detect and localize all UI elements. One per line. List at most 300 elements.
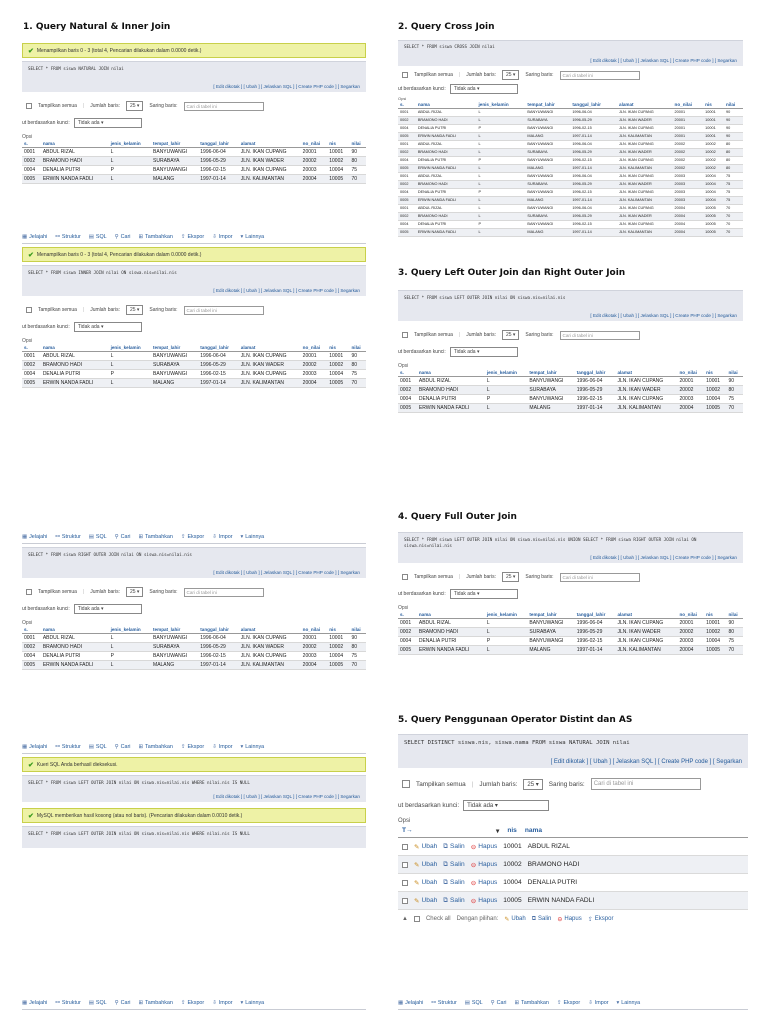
column-nis[interactable]: nis	[507, 827, 517, 834]
row-count-select[interactable]: 25 ▾	[502, 330, 519, 340]
column-header[interactable]: no_nilai	[678, 369, 705, 377]
table-header	[398, 824, 748, 838]
cell: 20003	[673, 189, 704, 197]
cell-id: 0004	[22, 370, 41, 379]
cell-jk: L	[109, 361, 151, 370]
column-header[interactable]: nis	[327, 140, 349, 148]
tab-sql[interactable]: ▤ SQL	[464, 999, 483, 1006]
cell-tgl: 1996-06-04	[575, 619, 616, 628]
sort-select[interactable]: Tidak ada ▾	[74, 322, 142, 332]
column-nama[interactable]: nama	[524, 827, 543, 834]
options-link[interactable]: Opsi	[22, 134, 33, 140]
column-header[interactable]: tanggal_lahir	[198, 344, 239, 352]
cell: BRAMONO HADI	[416, 117, 477, 125]
column-header[interactable]: nis	[704, 611, 726, 619]
column-header[interactable]: nama	[417, 611, 485, 619]
cell: 0004	[398, 189, 416, 197]
query-links[interactable]: [ Edit dikotak ] [ Ubah ] [ Jelaskan SQL ] [ Create PHP code ] [ Segarkan	[213, 570, 360, 575]
table-header	[22, 626, 366, 634]
row-count-select[interactable]: 25 ▾	[126, 305, 143, 315]
cell-no_nilai: 20003	[678, 637, 705, 646]
cell-nama: ABDUL RIZAL	[41, 352, 109, 361]
query-links[interactable]: [ Edit dikotak ] [ Ubah ] [ Jelaskan SQL ] [ Create PHP code ] [ Segarkan	[590, 58, 737, 63]
cell-no_nilai: 20001	[678, 377, 705, 386]
column-header[interactable]: nilai	[350, 626, 367, 634]
cell: JLN. KALIMANTAN	[617, 197, 673, 205]
tab-import[interactable]: ⇩ Impor	[212, 999, 233, 1006]
pencil-icon: ✎	[414, 879, 420, 887]
cell-tgl: 1996-05-29	[198, 643, 239, 652]
cell-nama: BRAMONO HADI	[417, 386, 485, 395]
cell-tgl: 1997-01-14	[198, 661, 239, 670]
column-header[interactable]: nis	[704, 369, 726, 377]
toolbar	[22, 530, 366, 544]
cell: SURABAYA	[525, 149, 570, 157]
cell-jk: P	[109, 370, 151, 379]
cell-alamat: JLN. KALIMANTAN	[239, 379, 301, 388]
table-row	[398, 646, 743, 655]
tab-import[interactable]: ⇩ Impor	[588, 999, 609, 1006]
cell-no_nilai: 20003	[678, 395, 705, 404]
cell: SURABAYA	[525, 117, 570, 125]
cell-nama: BRAMONO HADI	[417, 628, 485, 637]
column-header[interactable]: no_nilai	[301, 140, 328, 148]
cell-jk: L	[485, 619, 528, 628]
row-checkbox[interactable]	[402, 880, 408, 886]
cell: L	[477, 173, 526, 181]
column-header[interactable]: s.	[398, 611, 417, 619]
query-links[interactable]: [ Edit dikotak ] [ Ubah ] [ Jelaskan SQL ] [ Create PHP code ] [ Segarkan	[213, 84, 360, 89]
cell: P	[477, 221, 526, 229]
column-header[interactable]: nilai	[350, 344, 367, 352]
cell-no_nilai: 20004	[678, 646, 705, 655]
filter-input[interactable]: Cari di tabel ini	[184, 306, 264, 315]
cell-jk: P	[109, 166, 151, 175]
cell: 20001	[673, 109, 704, 117]
table-body	[398, 377, 743, 413]
cell-nis: 10002	[327, 157, 349, 166]
cell-id: 0002	[398, 628, 417, 637]
filter-input[interactable]: Cari di tabel ini	[560, 331, 640, 340]
query-links[interactable]: [ Edit dikotak ] [ Ubah ] [ Jelaskan SQL ] [ Create PHP code ] [ Segarkan	[590, 313, 737, 318]
column-header[interactable]: no_nilai	[678, 611, 705, 619]
sort-indicator-icon: ▾	[496, 827, 500, 835]
empty-result-message: ✔ MySQL memberikan hasil kosong (atau nol baris). (Pencarian dilakukan dalam 0.0010 detik.)	[22, 808, 366, 823]
show-all-checkbox[interactable]	[26, 103, 32, 109]
table-row	[398, 395, 743, 404]
cell-alamat: JLN. IKAN CUPANG	[615, 377, 677, 386]
options-link[interactable]: Opsi	[22, 338, 33, 344]
cell: JLN. IKAN CUPANG	[617, 141, 673, 149]
column-header[interactable]: tempat_lahir	[527, 611, 574, 619]
column-header[interactable]: tempat_lahir	[151, 140, 198, 148]
delete-button[interactable]: ⊖ Hapus	[470, 897, 498, 905]
column-header[interactable]: alamat	[239, 626, 301, 634]
row-count-select[interactable]: 25 ▾	[126, 587, 143, 597]
cell-nama: DENALIA PUTRI	[527, 879, 578, 886]
tab-structure[interactable]: ⚯ Struktur	[55, 999, 81, 1006]
column-header[interactable]: alamat	[617, 101, 673, 109]
column-header[interactable]: alamat	[239, 140, 301, 148]
cell: 1997-01-14	[570, 229, 617, 237]
cell-tempat: BANYUWANGI	[151, 652, 198, 661]
tab-search[interactable]: ⚲ Cari	[114, 533, 131, 540]
tab-export[interactable]: ⇪ Ekspor	[180, 743, 205, 750]
row-count-select[interactable]: 25 ▾	[126, 101, 143, 111]
tab-structure[interactable]: ⚯ Struktur	[55, 233, 81, 240]
options-link[interactable]: Opsi	[398, 363, 409, 369]
show-all-checkbox[interactable]	[26, 589, 32, 595]
copy-button[interactable]: ⧉ Salin	[443, 842, 465, 850]
sort-select[interactable]: Tidak ada ▾	[450, 84, 518, 94]
tab-sql[interactable]: ▤ SQL	[88, 533, 107, 540]
tab-browse[interactable]: ▦ Jelajahi	[22, 743, 48, 750]
tab-sql[interactable]: ▤ SQL	[88, 999, 107, 1006]
column-header[interactable]: jenis_kelamin	[485, 611, 528, 619]
query-links[interactable]: [ Edit dikotak ] [ Ubah ] [ Jelaskan SQL ] [ Create PHP code ] [ Segarkan	[213, 288, 360, 293]
table-header	[398, 611, 743, 619]
column-header[interactable]: alamat	[239, 344, 301, 352]
tab-insert[interactable]: ⊞ Tambahkan	[514, 999, 549, 1006]
cell: 1997-01-14	[570, 197, 617, 205]
cell-alamat: JLN. IKAN CUPANG	[239, 370, 301, 379]
tab-export[interactable]: ⇪ Ekspor	[180, 999, 205, 1006]
filter-input[interactable]: Cari di tabel ini	[184, 102, 264, 111]
cell-nilai: 90	[350, 634, 367, 643]
distinct-panel	[398, 734, 748, 956]
cell-tempat: BANYUWANGI	[527, 395, 574, 404]
filter-input[interactable]: Cari di tabel ini	[560, 573, 640, 582]
column-header[interactable]: tempat_lahir	[151, 344, 198, 352]
sql-box	[398, 532, 743, 563]
column-header[interactable]: s.	[22, 344, 41, 352]
table-row	[398, 386, 743, 395]
show-all-checkbox[interactable]	[402, 72, 408, 78]
table-row	[22, 175, 366, 184]
cell: JLN. KALIMANTAN	[617, 165, 673, 173]
cell-tempat: BANYUWANGI	[527, 377, 574, 386]
cell: 0004	[398, 221, 416, 229]
cell-nilai: 75	[350, 370, 367, 379]
edit-button[interactable]: ✎ Ubah	[414, 879, 438, 887]
column-header[interactable]: alamat	[615, 369, 677, 377]
tab-more[interactable]: ▾ Lainnya	[240, 233, 265, 240]
cell: 20002	[673, 157, 704, 165]
success-message: ✔ Menampilkan baris 0 - 3 (total 4, Pencarian dilakukan dalam 0.0000 detik.)	[22, 43, 366, 58]
cell: 0005	[398, 229, 416, 237]
cell: JLN. IKAN WADER	[617, 149, 673, 157]
column-header[interactable]: tempat_lahir	[525, 101, 570, 109]
options-link[interactable]: Opsi	[398, 605, 409, 611]
table-body	[398, 109, 743, 237]
show-all-checkbox[interactable]	[402, 780, 410, 788]
tab-browse[interactable]: ▦ Jelajahi	[22, 999, 48, 1006]
tab-import[interactable]: ⇩ Impor	[212, 533, 233, 540]
tab-sql[interactable]: ▤ SQL	[88, 743, 107, 750]
cell-nis: 10005	[704, 646, 726, 655]
column-header[interactable]: nis	[703, 101, 724, 109]
table-row	[398, 157, 743, 165]
column-header[interactable]: tanggal_lahir	[575, 369, 616, 377]
column-header[interactable]: tanggal_lahir	[198, 626, 239, 634]
cell-alamat: JLN. IKAN CUPANG	[615, 395, 677, 404]
row-count-select[interactable]: 25 ▾	[523, 779, 542, 790]
column-header[interactable]: s.	[398, 369, 417, 377]
column-header[interactable]: no_nilai	[301, 626, 328, 634]
options-link[interactable]: Opsi	[22, 620, 33, 626]
column-header[interactable]: nilai	[726, 369, 743, 377]
sort-select[interactable]: Tidak ada ▾	[74, 118, 142, 128]
column-header[interactable]: nama	[41, 140, 109, 148]
sql-box	[22, 547, 366, 578]
cell: 0005	[398, 197, 416, 205]
tab-sql[interactable]: ▤ SQL	[88, 233, 107, 240]
sql-query: SELECT * FROM siswa LEFT OUTER JOIN nilai ON siswa.nis=nilai.nis WHERE nilai.nis IS NULL	[28, 780, 250, 785]
row-count-select[interactable]: 25 ▾	[502, 70, 519, 80]
result-table	[398, 369, 743, 413]
column-header[interactable]: nama	[416, 101, 477, 109]
cell: L	[477, 109, 526, 117]
pencil-icon: ✎	[414, 843, 420, 851]
row-controls: Tampilkan semua | Jumlah baris: 25 ▾ Saring baris: Cari di tabel ini	[22, 98, 366, 114]
show-all-checkbox[interactable]	[402, 332, 408, 338]
cell: 10002	[703, 157, 724, 165]
cell: ERWIN NANDA FADLI	[416, 165, 477, 173]
sort-select[interactable]: Tidak ada ▾	[450, 589, 518, 599]
column-header[interactable]: s.	[22, 140, 41, 148]
table-body	[22, 148, 366, 184]
column-header[interactable]: tempat_lahir	[527, 369, 574, 377]
cell: 0002	[398, 213, 416, 221]
cell-nama: BRAMONO HADI	[527, 861, 580, 868]
tab-import[interactable]: ⇩ Impor	[212, 743, 233, 750]
cell: 0001	[398, 173, 416, 181]
tab-more[interactable]: ▾ Lainnya	[240, 743, 265, 750]
query-links[interactable]: [ Edit dikotak ] [ Ubah ] [ Jelaskan SQL ] [ Create PHP code ] [ Segarkan	[590, 555, 737, 560]
tab-search[interactable]: ⚲ Cari	[114, 999, 131, 1006]
bulk-delete-button[interactable]: ⊖ Hapus	[557, 916, 582, 923]
row-count-select[interactable]: 25 ▾	[502, 572, 519, 582]
column-header[interactable]: jenis_kelamin	[109, 140, 151, 148]
cell-id: 0002	[22, 361, 41, 370]
delete-icon: ⊖	[470, 879, 477, 887]
cell: L	[477, 205, 526, 213]
tab-insert[interactable]: ⊞ Tambahkan	[138, 743, 173, 750]
copy-icon: ⧉	[443, 878, 449, 886]
cell: ERWIN NANDA FADLI	[416, 197, 477, 205]
tab-import[interactable]: ⇩ Impor	[212, 233, 233, 240]
cell-nama: BRAMONO HADI	[41, 157, 109, 166]
cell: L	[477, 229, 526, 237]
filter-input[interactable]: Cari di tabel ini	[560, 71, 640, 80]
cell-no_nilai: 20002	[301, 361, 328, 370]
tab-search[interactable]: ⚲ Cari	[114, 233, 131, 240]
query-links[interactable]: [ Edit dikotak ] [ Ubah ] [ Jelaskan SQL ] [ Create PHP code ] [ Segarkan	[213, 794, 360, 799]
table-row	[398, 221, 743, 229]
column-header[interactable]: nama	[417, 369, 485, 377]
cell: BRAMONO HADI	[416, 213, 477, 221]
tab-browse[interactable]: ▦ Jelajahi	[398, 999, 424, 1006]
delete-icon: ⊖	[470, 861, 477, 869]
delete-button[interactable]: ⊖ Hapus	[470, 861, 498, 869]
tab-more[interactable]: ▾ Lainnya	[240, 533, 265, 540]
column-header[interactable]: tempat_lahir	[151, 626, 198, 634]
show-all-checkbox[interactable]	[26, 307, 32, 313]
table-row	[22, 634, 366, 643]
cell: 75	[724, 197, 743, 205]
filter-input[interactable]: Cari di tabel ini	[591, 778, 701, 790]
sort-select[interactable]: Tidak ada ▾	[450, 347, 518, 357]
edit-button[interactable]: ✎ Ubah	[414, 843, 438, 851]
column-header[interactable]: jenis_kelamin	[109, 626, 151, 634]
column-header[interactable]: nilai	[350, 140, 367, 148]
column-header[interactable]: nama	[41, 344, 109, 352]
column-header[interactable]: jenis_kelamin	[485, 369, 528, 377]
cell-nilai: 90	[726, 377, 743, 386]
cell: 1996-02-15	[570, 221, 617, 229]
cell-tgl: 1996-06-04	[198, 352, 239, 361]
cell-no_nilai: 20003	[301, 652, 328, 661]
filter-input[interactable]: Cari di tabel ini	[184, 588, 264, 597]
copy-button[interactable]: ⧉ Salin	[443, 860, 465, 868]
sql-query: SELECT * FROM siswa NATURAL JOIN nilai	[28, 66, 124, 71]
cell-tgl: 1996-02-15	[198, 166, 239, 175]
tab-export[interactable]: ⇪ Ekspor	[556, 999, 581, 1006]
cell-nis: 10002	[503, 861, 522, 868]
cell-id: 0005	[22, 661, 41, 670]
options-link[interactable]: Opsi	[398, 818, 411, 824]
sort-arrows-icon[interactable]: T→	[402, 827, 413, 834]
cell: P	[477, 189, 526, 197]
tab-more[interactable]: ▾ Lainnya	[616, 999, 641, 1006]
cell-jk: P	[485, 637, 528, 646]
tab-browse[interactable]: ▦ Jelajahi	[22, 233, 48, 240]
cell-nilai: 70	[726, 404, 743, 413]
column-header[interactable]: jenis_kelamin	[109, 344, 151, 352]
tab-structure[interactable]: ⚯ Struktur	[55, 533, 81, 540]
cell-no_nilai: 20004	[301, 175, 328, 184]
delete-button[interactable]: ⊖ Hapus	[470, 843, 498, 851]
bulk-copy-button[interactable]: ⧉ Salin	[531, 915, 552, 922]
table-row	[22, 379, 366, 388]
cell-nilai: 75	[350, 166, 367, 175]
copy-button[interactable]: ⧉ Salin	[443, 878, 465, 886]
column-header[interactable]: jenis_kelamin	[477, 101, 526, 109]
cell-nis: 10001	[503, 843, 522, 850]
bulk-export-button[interactable]: ⇪ Ekspor	[587, 916, 614, 923]
cell-tgl: 1996-02-15	[575, 637, 616, 646]
cell-nilai: 80	[726, 386, 743, 395]
cell-tempat: MALANG	[527, 646, 574, 655]
column-header[interactable]: tanggal_lahir	[575, 611, 616, 619]
column-header[interactable]: alamat	[615, 611, 677, 619]
column-header[interactable]: nama	[41, 626, 109, 634]
table-row	[398, 838, 748, 856]
edit-button[interactable]: ✎ Ubah	[414, 897, 438, 905]
cell-nilai: 90	[350, 148, 367, 157]
check-all-checkbox[interactable]	[414, 916, 420, 922]
table-body	[22, 634, 366, 670]
cell-nis: 10002	[704, 386, 726, 395]
tab-export[interactable]: ⇪ Ekspor	[180, 533, 205, 540]
cell-tgl: 1997-01-14	[575, 646, 616, 655]
sql-query: SELECT * FROM siswa LEFT OUTER JOIN nilai ON siswa.nis=nilai.nis	[404, 295, 566, 300]
cell-jk: L	[109, 634, 151, 643]
column-header[interactable]: tanggal_lahir	[198, 140, 239, 148]
column-header[interactable]: nilai	[724, 101, 743, 109]
cell: 0004	[398, 125, 416, 133]
cell: 90	[724, 125, 743, 133]
tab-export[interactable]: ⇪ Ekspor	[180, 233, 205, 240]
cell: 90	[724, 109, 743, 117]
check-icon: ✔	[28, 47, 34, 55]
sort-select[interactable]: Tidak ada ▾	[74, 604, 142, 614]
tab-structure[interactable]: ⚯ Struktur	[55, 743, 81, 750]
column-header[interactable]: nilai	[726, 611, 743, 619]
cell: BANYUWANGI	[525, 141, 570, 149]
table-row	[398, 619, 743, 628]
cell-nama: ABDUL RIZAL	[527, 843, 570, 850]
column-header[interactable]: no_nilai	[673, 101, 704, 109]
edit-button[interactable]: ✎ Ubah	[414, 861, 438, 869]
tab-search[interactable]: ⚲ Cari	[490, 999, 507, 1006]
table-row	[398, 205, 743, 213]
show-all-checkbox[interactable]	[402, 574, 408, 580]
cell-nama: ERWIN NANDA FADLI	[417, 404, 485, 413]
column-header[interactable]: no_nilai	[301, 344, 328, 352]
delete-button[interactable]: ⊖ Hapus	[470, 879, 498, 887]
check-all-label[interactable]: Check all	[425, 916, 451, 922]
cell: 1997-01-14	[570, 133, 617, 141]
sql-query: SELECT * FROM siswa RIGHT OUTER JOIN nilai ON siswa.nis=nilai.nis	[28, 552, 192, 557]
options-link[interactable]: Opsi	[398, 96, 407, 101]
column-header[interactable]: s.	[398, 101, 416, 109]
query-links[interactable]: [ Edit dikotak ] [ Ubah ] [ Jelaskan SQL ] [ Create PHP code ] [ Segarkan	[550, 759, 742, 765]
cell: 0005	[398, 165, 416, 173]
sql-box	[398, 40, 743, 66]
tab-insert[interactable]: ⊞ Tambahkan	[138, 233, 173, 240]
row-checkbox[interactable]	[402, 862, 408, 868]
cell-tempat: BANYUWANGI	[151, 166, 198, 175]
tab-browse[interactable]: ▦ Jelajahi	[22, 533, 48, 540]
sort-select[interactable]: Tidak ada ▾	[463, 800, 549, 811]
tab-insert[interactable]: ⊞ Tambahkan	[138, 533, 173, 540]
bulk-edit-button[interactable]: ✎ Ubah	[504, 916, 526, 923]
cell: 0004	[398, 157, 416, 165]
tab-structure[interactable]: ⚯ Struktur	[431, 999, 457, 1006]
table-row	[398, 133, 743, 141]
cell: BANYUWANGI	[525, 173, 570, 181]
tab-search[interactable]: ⚲ Cari	[114, 743, 131, 750]
cell: JLN. IKAN WADER	[617, 213, 673, 221]
column-header[interactable]: s.	[22, 626, 41, 634]
cell: ABDUL RIZAL	[416, 173, 477, 181]
column-header[interactable]: nis	[327, 344, 349, 352]
row-checkbox[interactable]	[402, 898, 408, 904]
column-header[interactable]: tanggal_lahir	[570, 101, 617, 109]
cell-nis: 10004	[503, 879, 522, 886]
cell: BANYUWANGI	[525, 205, 570, 213]
cell: P	[477, 157, 526, 165]
tab-insert[interactable]: ⊞ Tambahkan	[138, 999, 173, 1006]
column-header[interactable]: nis	[327, 626, 349, 634]
copy-button[interactable]: ⧉ Salin	[443, 896, 465, 904]
cell-nilai: 80	[726, 628, 743, 637]
row-checkbox[interactable]	[402, 844, 408, 850]
sql-box	[22, 826, 366, 848]
copy-icon: ⧉	[443, 842, 449, 850]
tab-more[interactable]: ▾ Lainnya	[240, 999, 265, 1006]
